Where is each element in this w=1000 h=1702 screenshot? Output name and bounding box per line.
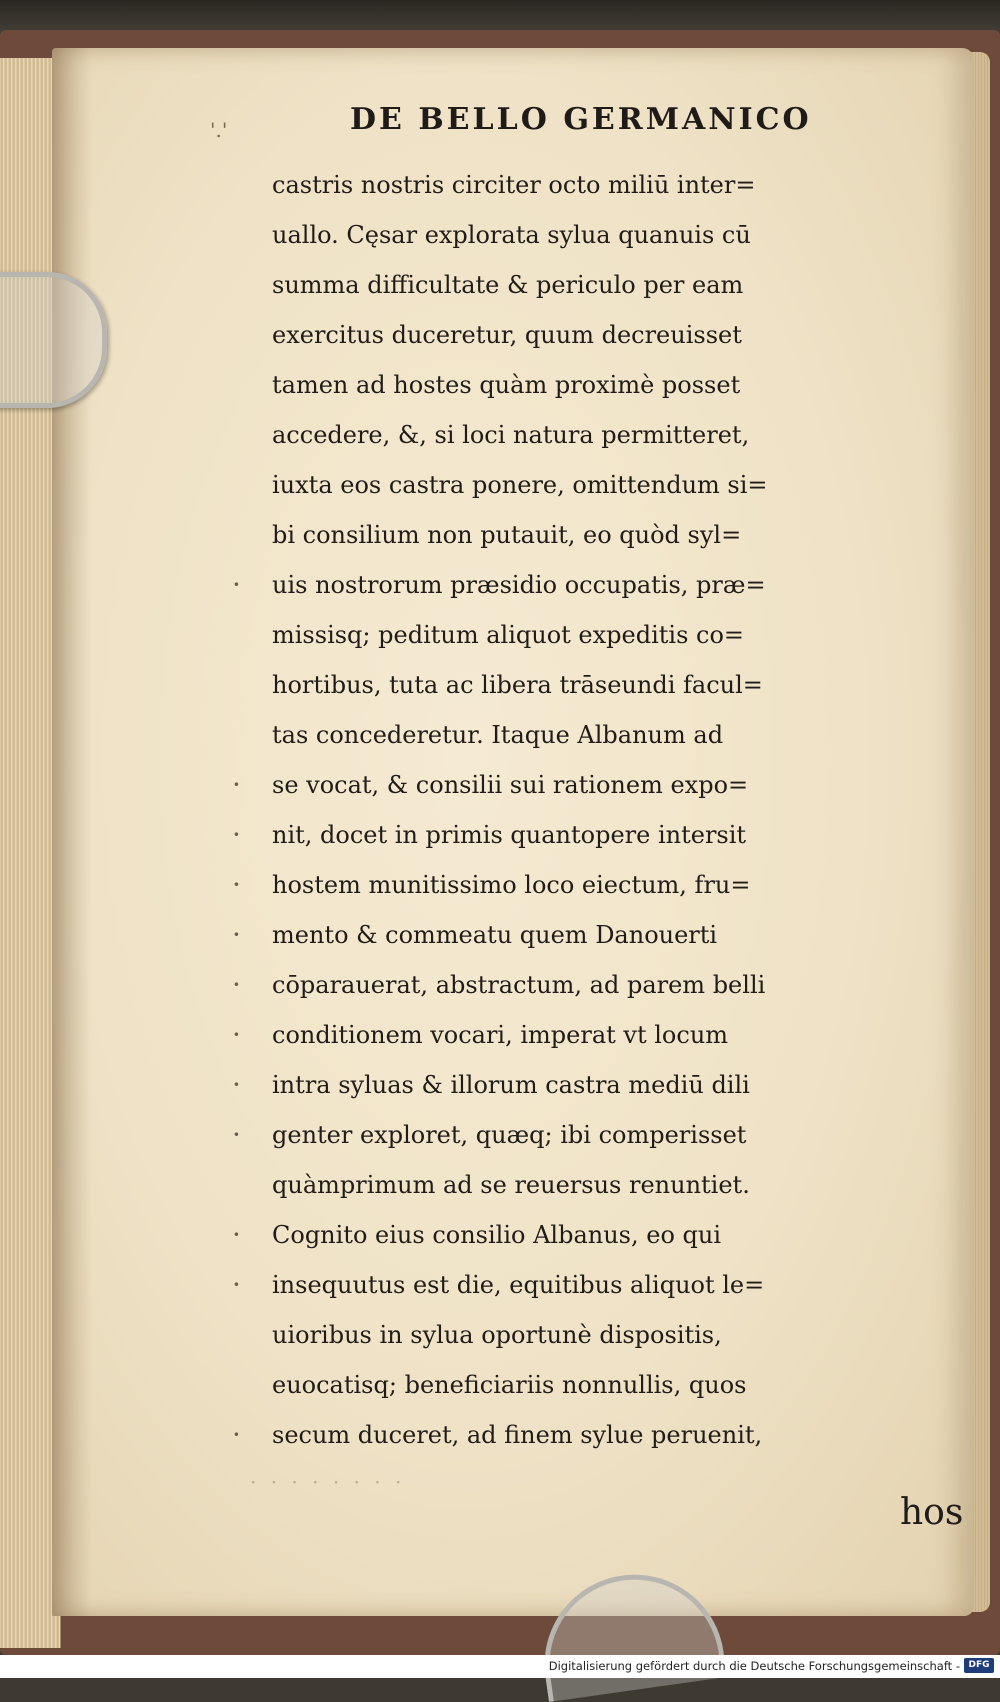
text-line: uioribus in sylua oportunè dispositis, <box>272 1321 722 1349</box>
text-line: euocatisq; beneficiariis nonnullis, quos <box>272 1371 747 1399</box>
running-head: DE BELLO GERMANICO <box>350 102 812 137</box>
text-line: iuxta eos castra ponere, omittendum si= <box>272 471 768 499</box>
text-line: accedere, &, si loci natura permitteret, <box>272 421 750 449</box>
body-text <box>272 160 972 1460</box>
dfg-logo-icon: DFG <box>964 1658 994 1673</box>
catchword: hos <box>900 1492 964 1533</box>
text-line: missisq; peditum aliquot expeditis co= <box>272 621 745 649</box>
paper-clip-icon <box>0 272 107 408</box>
text-line: quàmprimum ad se reuersus renuntiet. <box>272 1171 750 1199</box>
text-line: secum duceret, ad finem sylue peruenit, <box>272 1421 763 1449</box>
margin-ornament: '.' <box>210 118 228 142</box>
text-line: tamen ad hostes quàm proximè posset <box>272 371 741 399</box>
text-line: bi consilium non putauit, eo quòd syl= <box>272 521 742 549</box>
text-line: uallo. Cęsar explorata sylua quanuis cū <box>272 221 751 249</box>
text-line: genter exploret, quæq; ibi comperisset <box>272 1121 747 1149</box>
text-line: conditionem vocari, imperat vt locum <box>272 1021 729 1049</box>
text-line: uis nostrorum præsidio occupatis, præ= <box>272 571 766 599</box>
text-line: hortibus, tuta ac libera trāseundi facul= <box>272 671 763 699</box>
text-line: cōparauerat, abstractum, ad parem belli <box>272 971 766 999</box>
text-line: summa difficultate & periculo per eam <box>272 271 744 299</box>
text-line: mento & commeatu quem Danouerti <box>272 921 718 949</box>
text-line: tas concederetur. Itaque Albanum ad <box>272 721 724 749</box>
text-line: castris nostris circiter octo miliū inter= <box>272 171 756 199</box>
text-line: insequutus est die, equitibus aliquot le= <box>272 1271 765 1299</box>
text-line: nit, docet in primis quantopere intersit <box>272 821 747 849</box>
text-line: Cognito eius consilio Albanus, eo qui <box>272 1221 722 1249</box>
text-line: exercitus duceretur, quum decreuisset <box>272 321 742 349</box>
digitization-credit: Digitalisierung gefördert durch die Deutsche Forschungsgemeinschaft - <box>548 1659 960 1673</box>
offset-ghost-print: · · · · · · · · <box>250 1470 406 1494</box>
text-line: intra syluas & illorum castra mediū dili <box>272 1071 750 1099</box>
text-line: hostem munitissimo loco eiectum, fru= <box>272 871 751 899</box>
margin-marks: · · · · · · · · · · · · <box>232 568 241 1451</box>
text-line: se vocat, & consilii sui rationem expo= <box>272 771 749 799</box>
